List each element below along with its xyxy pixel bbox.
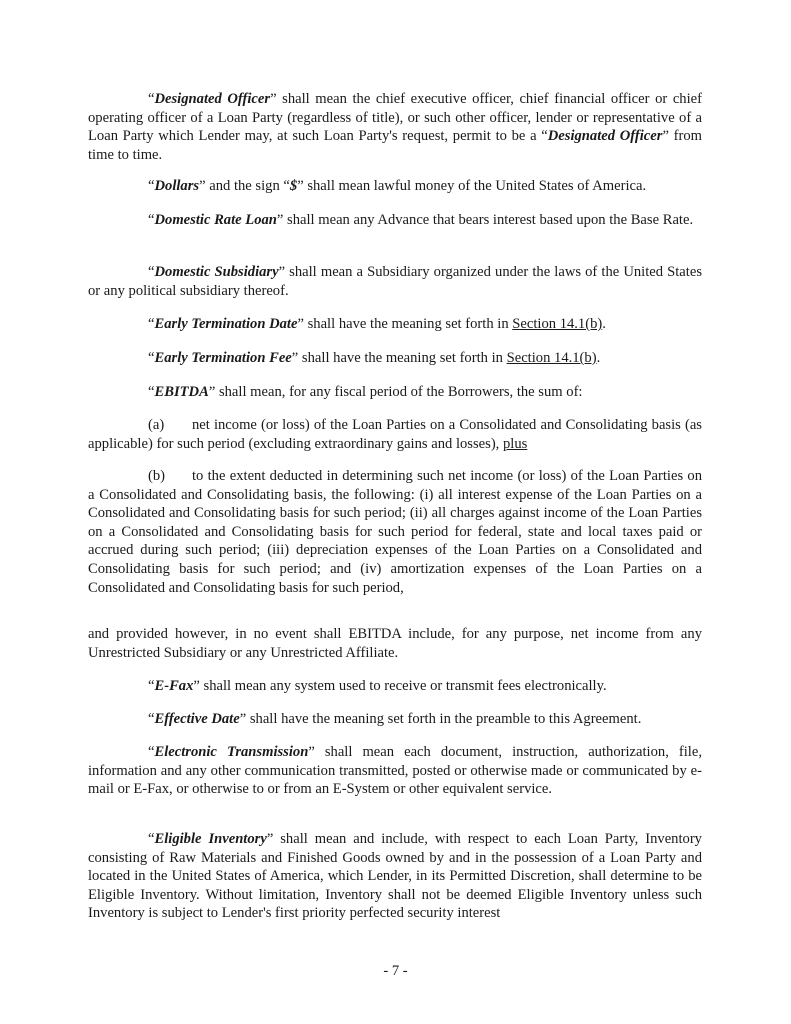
definition-domestic-rate-loan: [88, 211, 702, 230]
definition-text: and the sign “: [205, 178, 290, 194]
section-reference: Section 14.1(b): [512, 316, 603, 332]
ebitda-clause-b: [88, 467, 702, 597]
definition-electronic-transmission: [88, 743, 702, 799]
definition-text: ” shall mean lawful money of the United States of America.: [297, 178, 647, 194]
quote-close: ”: [199, 178, 206, 194]
defined-term: Designated Officer: [154, 91, 271, 107]
section-reference: Section 14.1(b): [506, 350, 597, 366]
definition-text: shall mean a Subsidiary organized under the laws of the United States or any political subsidiary thereof.: [88, 264, 702, 299]
defined-term: Early Termination Date: [154, 316, 298, 332]
quote-close: ”: [266, 831, 274, 847]
defined-term: EBITDA: [154, 384, 209, 400]
quote-close: ”: [297, 316, 304, 332]
definition-text: shall mean the chief executive officer, chief financial officer or chief operating officer of a Loan Party (regardless of title), or such other officer, lender or representative of a Loan Party which Lender may, at such Loan Party's request, permit to be a: [88, 91, 702, 145]
clause-text: net income (or loss) of the Loan Parties on a Consolidated and Consolidating basis (as applicable) for such period (excluding extraordinary gains and losses),: [88, 417, 702, 452]
quote-close: ”: [278, 264, 286, 280]
definition-text: shall mean any system used to receive or transmit fees electronically.: [199, 678, 607, 694]
definition-early-termination-date: [88, 315, 702, 334]
definition-text: shall mean, for any fiscal period of the Borrowers, the sum of:: [215, 384, 583, 400]
quote-close: ”: [239, 711, 247, 727]
quote-close: ”: [270, 91, 277, 107]
definition-text: shall mean and include, with respect to each Loan Party, Inventory consisting of Raw Materials and Finished Goods owned by and in the possession of a Loan Party and located in the United States of America, which Lender, in its Permitted Discretion, shall determine to be Eligible Inventory. Without limitation, Inventory shall not be deemed Eligible Inventory unless such Inventory is subject to Lender's first priority perfected security interest: [88, 831, 702, 922]
definition-dollars: [88, 177, 702, 196]
definition-designated-officer: [88, 90, 702, 164]
ebitda-proviso: [88, 625, 702, 662]
period: .: [602, 316, 606, 332]
definition-early-termination-fee: [88, 349, 702, 368]
quote-open: “: [541, 128, 548, 145]
defined-term: Domestic Rate Loan: [154, 212, 277, 228]
defined-term: Electronic Transmission: [154, 744, 309, 760]
quote-open: “: [148, 350, 155, 366]
defined-term: Designated Officer: [547, 128, 663, 145]
period: .: [596, 350, 601, 366]
quote-open: “: [148, 91, 155, 107]
definition-text: shall mean any Advance that bears interest based upon the Base Rate.: [283, 212, 694, 228]
defined-term: E-Fax: [154, 678, 194, 694]
proviso-text: and provided however, in no event shall EBITDA include, for any purpose, net income from any Unrestricted Subsidiary or any Unrestricted Affiliate.: [88, 626, 702, 661]
quote-close: ”: [193, 678, 200, 694]
defined-term: Dollars: [154, 178, 200, 194]
defined-term: Effective Date: [154, 711, 240, 727]
quote-open: “: [148, 178, 155, 194]
quote-open: “: [148, 264, 155, 280]
quote-open: “: [148, 831, 155, 847]
clause-label: (a): [148, 417, 165, 433]
clause-label: (b): [148, 468, 166, 484]
quote-open: “: [148, 316, 155, 332]
page-number: - 7 -: [383, 963, 408, 979]
defined-term: Eligible Inventory: [154, 831, 267, 847]
quote-close: ”: [208, 384, 216, 400]
quote-close: ”: [308, 744, 315, 760]
defined-term: Domestic Subsidiary: [154, 264, 279, 280]
definition-text: shall mean each document, instruction, authorization, file, information and any other communication transmitted, posted or otherwise made or communicated by e-mail or E-Fax, or otherwise to or from an E-System or other equivalent service.: [88, 744, 702, 798]
quote-open: “: [148, 711, 155, 727]
definition-e-fax: [88, 677, 702, 696]
quote-close: ”: [276, 212, 284, 228]
dollar-sign: $: [289, 178, 298, 194]
definition-ebitda: [88, 383, 702, 402]
ebitda-clause-a: [88, 416, 702, 453]
quote-open: “: [148, 212, 155, 228]
clause-text: to the extent deducted in determining such net income (or loss) of the Loan Parties on a Consolidated and Consolidating basis, the following: (i) all interest expense of the Loan Parties on a Consolidated and Consolidating basis for such period; (ii) all charges against income of the Loan Parties on a Consolidated and Consolidating basis for such period for federal, state and local taxes paid or accrued during such period; (iii) depreciation expenses of the Loan Parties on a Consolidated and Consolidating basis for such period; and (iv) amortization expenses of the Loan Parties on a Consolidated and Consolidating basis for such period,: [88, 468, 702, 596]
definition-text: shall have the meaning set forth in: [303, 316, 513, 332]
definition-effective-date: [88, 710, 702, 729]
quote-close: ”: [662, 128, 669, 145]
defined-term: Early Termination Fee: [154, 350, 292, 366]
definition-text: shall have the meaning set forth in the preamble to this Agreement.: [246, 711, 642, 727]
quote-open: “: [148, 384, 155, 400]
plus-underlined: plus: [502, 435, 528, 452]
quote-open: “: [148, 678, 155, 694]
definition-text: shall have the meaning set forth in: [298, 350, 507, 366]
definition-text: from time to time.: [88, 128, 702, 163]
quote-close: ”: [291, 350, 299, 366]
definition-eligible-inventory: [88, 830, 702, 923]
definition-domestic-subsidiary: [88, 263, 702, 300]
quote-open: “: [148, 744, 155, 760]
